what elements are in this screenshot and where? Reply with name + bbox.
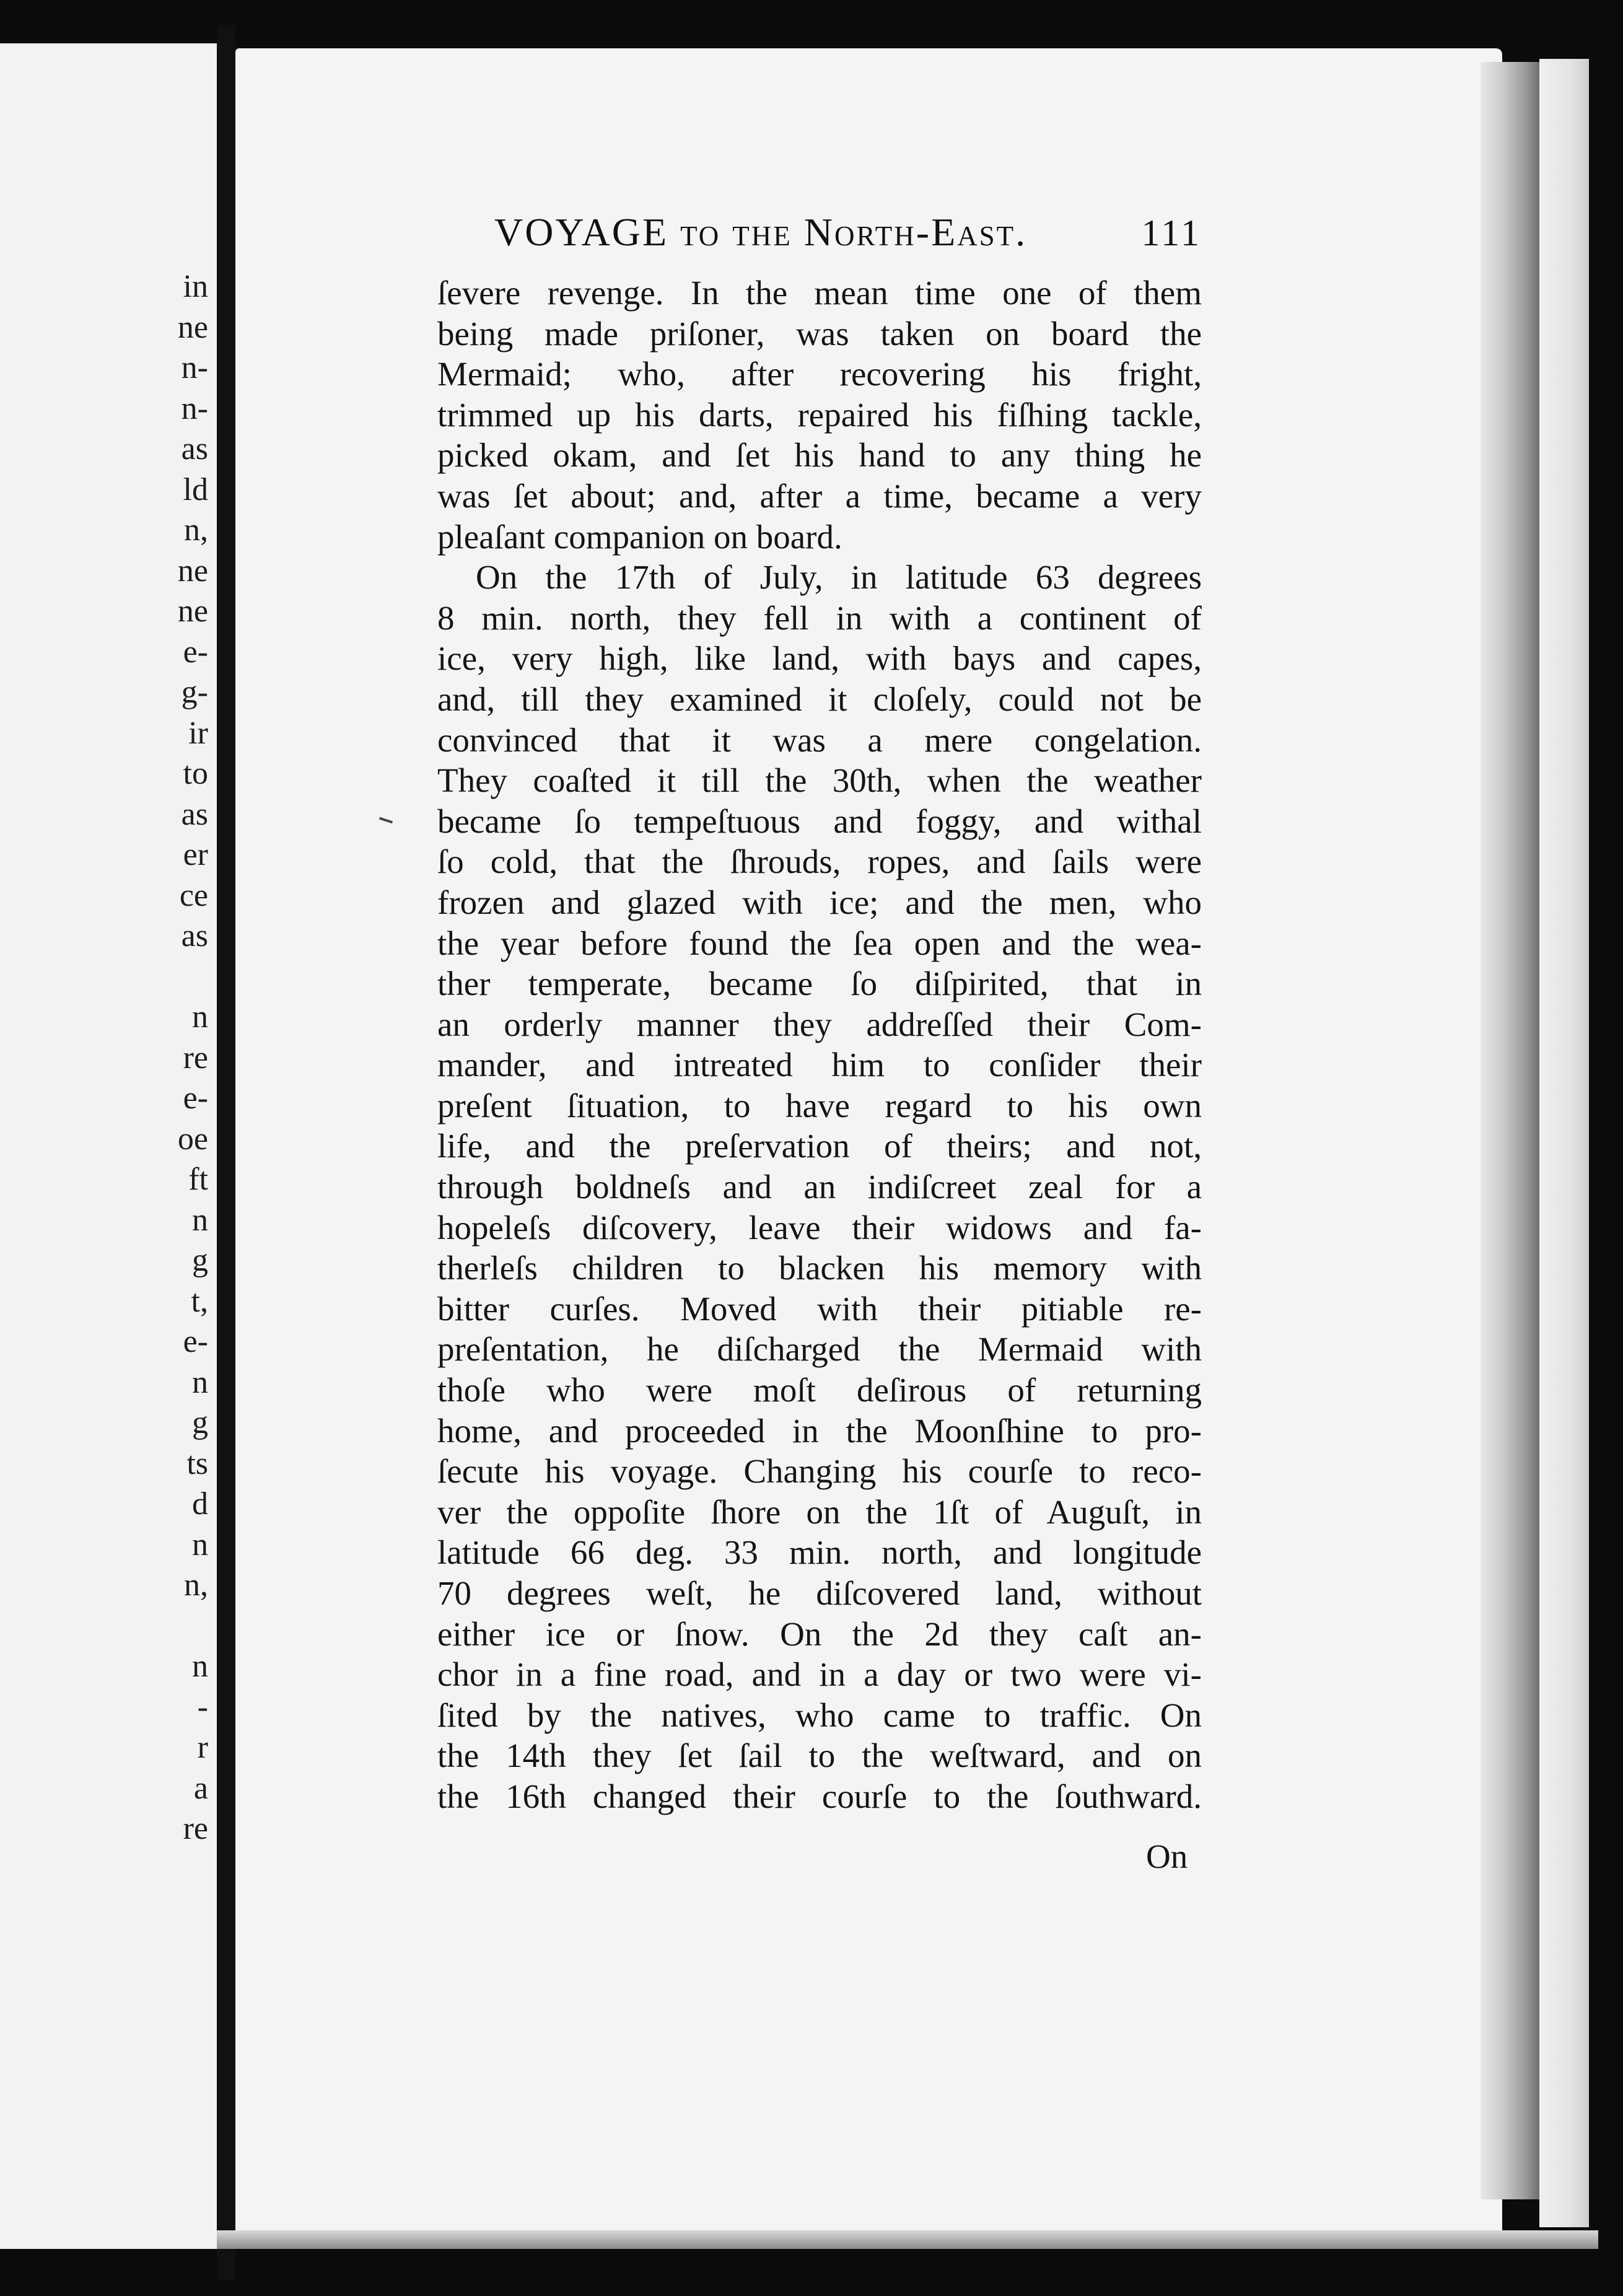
body-text bbox=[437, 273, 1202, 1817]
text-line: life, and the preſervation of theirs; and not, bbox=[437, 1127, 1202, 1165]
text-line: being made priſoner, was taken on board the bbox=[437, 314, 1202, 353]
left-page-fragment: as bbox=[181, 431, 208, 467]
text-line: was ſet about; and, after a time, became a very bbox=[437, 476, 1202, 515]
left-page-fragment: ir bbox=[188, 715, 208, 751]
text-line: convinced that it was a mere congelation. bbox=[437, 721, 1202, 759]
left-page-fragment: a bbox=[193, 1770, 208, 1806]
left-page-fragment: ce bbox=[179, 877, 208, 913]
text-line: became ſo tempeſtuous and foggy, and withal bbox=[437, 802, 1202, 840]
text-line: ther temperate, became ſo diſpirited, that in bbox=[437, 965, 1202, 1003]
text-line: bitter curſes. Moved with their pitiable re- bbox=[437, 1289, 1202, 1328]
left-page-fragment: ft bbox=[188, 1162, 208, 1197]
text-line: They coaſted it till the 30th, when the weather bbox=[437, 761, 1202, 800]
left-page-fragment: n bbox=[192, 1649, 208, 1684]
text-line: the 14th they ſet ſail to the weſtward, and on bbox=[437, 1737, 1202, 1775]
text-line: the year before found the ſea open and the wea- bbox=[437, 924, 1202, 962]
page-fore-edge bbox=[1539, 59, 1589, 2227]
left-page-fragment: n bbox=[192, 999, 208, 1035]
text-line: preſentation, he diſcharged the Mermaid with bbox=[437, 1330, 1202, 1369]
left-page-fragment: e- bbox=[183, 1324, 208, 1359]
left-page-fragment: g- bbox=[181, 675, 208, 710]
text-line: ſited by the natives, who came to traffic. On bbox=[437, 1696, 1202, 1734]
left-page-fragment: e- bbox=[183, 634, 208, 670]
text-line: picked okam, and ſet his hand to any thing he bbox=[437, 436, 1202, 475]
left-page-fragment: d bbox=[192, 1486, 208, 1522]
text-line: ſevere revenge. In the mean time one of them bbox=[437, 274, 1202, 312]
left-page-fragment: t, bbox=[191, 1283, 208, 1319]
book-gutter bbox=[217, 25, 235, 2280]
left-page-fragment: to bbox=[183, 756, 208, 791]
left-page-fragment: ne bbox=[177, 553, 208, 589]
text-line: frozen and glazed with ice; and the men, who bbox=[437, 883, 1202, 921]
left-facing-page bbox=[0, 43, 221, 2249]
catchword: On bbox=[1146, 1838, 1188, 1875]
text-line: ſo cold, that the ſhrouds, ropes, and ſails were bbox=[437, 843, 1202, 881]
left-page-fragment: n, bbox=[184, 1567, 208, 1603]
text-line: home, and proceeded in the Moonſhine to pro- bbox=[437, 1411, 1202, 1450]
left-page-fragment: g bbox=[192, 1405, 208, 1440]
left-page-fragment: ts bbox=[186, 1445, 208, 1481]
text-line: ver the oppoſite ſhore on the 1ſt of Auguſt, in bbox=[437, 1492, 1202, 1531]
text-line: pleaſant companion on board. bbox=[437, 517, 842, 556]
running-head-title: VOYAGE to the North-East. bbox=[494, 210, 1028, 254]
text-line: Mermaid; who, after recovering his fright, bbox=[437, 355, 1202, 393]
left-page-fragment: n, bbox=[184, 512, 208, 548]
left-page-fragment: in bbox=[183, 269, 208, 304]
text-line: ſecute his voyage. Changing his courſe to reco- bbox=[437, 1452, 1202, 1491]
left-page-fragment: as bbox=[181, 918, 208, 953]
text-line: an orderly manner they addreſſed their Com- bbox=[437, 1005, 1202, 1043]
left-page-fragment: oe bbox=[177, 1121, 208, 1157]
text-line: 8 min. north, they fell in with a continent of bbox=[437, 598, 1202, 637]
left-page-fragment bbox=[178, 957, 208, 997]
left-page-fragment: n bbox=[192, 1527, 208, 1562]
left-page-fragment: n bbox=[192, 1202, 208, 1238]
left-page-edge-text bbox=[178, 266, 208, 1849]
left-page-fragment bbox=[178, 1606, 208, 1647]
left-page-fragment: ne bbox=[177, 594, 208, 629]
left-page-fragment: re bbox=[183, 1811, 208, 1846]
text-line: thoſe who were moſt deſirous of returning bbox=[437, 1371, 1202, 1409]
text-line: latitude 66 deg. 33 min. north, and longitude bbox=[437, 1533, 1202, 1572]
text-line: 70 degrees weſt, he diſcovered land, without bbox=[437, 1574, 1202, 1612]
text-line: hopeleſs diſcovery, leave their widows and fa- bbox=[437, 1208, 1202, 1247]
text-line: the 16th changed their courſe to the ſouthward. bbox=[437, 1777, 1202, 1815]
text-line: On the 17th of July, in latitude 63 degrees bbox=[476, 558, 1202, 597]
left-page-fragment: ne bbox=[177, 309, 208, 345]
left-page-fragment: er bbox=[183, 837, 208, 872]
left-page-fragment: n bbox=[192, 1364, 208, 1400]
left-page-fragment: e- bbox=[183, 1080, 208, 1116]
left-page-fragment: n- bbox=[181, 390, 208, 426]
page-number: 111 bbox=[1141, 213, 1202, 253]
text-line: preſent ſituation, to have regard to his own bbox=[437, 1086, 1202, 1124]
text-line: either ice or ſnow. On the 2d they caſt an- bbox=[437, 1615, 1202, 1653]
left-page-fragment: g bbox=[192, 1243, 208, 1278]
text-line: chor in a fine road, and in a day or two were vi- bbox=[437, 1655, 1202, 1694]
left-page-fragment: r bbox=[197, 1730, 208, 1765]
left-page-fragment: n- bbox=[181, 350, 208, 385]
text-line: and, till they examined it cloſely, could not be bbox=[437, 680, 1202, 718]
text-line: trimmed up his darts, repaired his fiſhing tackle, bbox=[437, 395, 1202, 434]
left-page-fragment: re bbox=[183, 1040, 208, 1076]
left-page-fragment: ld bbox=[183, 471, 208, 507]
running-head bbox=[494, 209, 1202, 266]
text-line: therleſs children to blacken his memory with bbox=[437, 1249, 1202, 1287]
text-line: ice, very high, like land, with bays and capes, bbox=[437, 639, 1202, 678]
text-line: through boldneſs and an indiſcreet zeal for a bbox=[437, 1168, 1202, 1206]
page-curl-shadow bbox=[1481, 62, 1539, 2199]
left-page-fragment: as bbox=[181, 796, 208, 832]
page-bottom-edge bbox=[217, 2230, 1598, 2249]
text-line: mander, and intreated him to conſider their bbox=[437, 1046, 1202, 1084]
left-page-fragment: - bbox=[197, 1689, 208, 1725]
